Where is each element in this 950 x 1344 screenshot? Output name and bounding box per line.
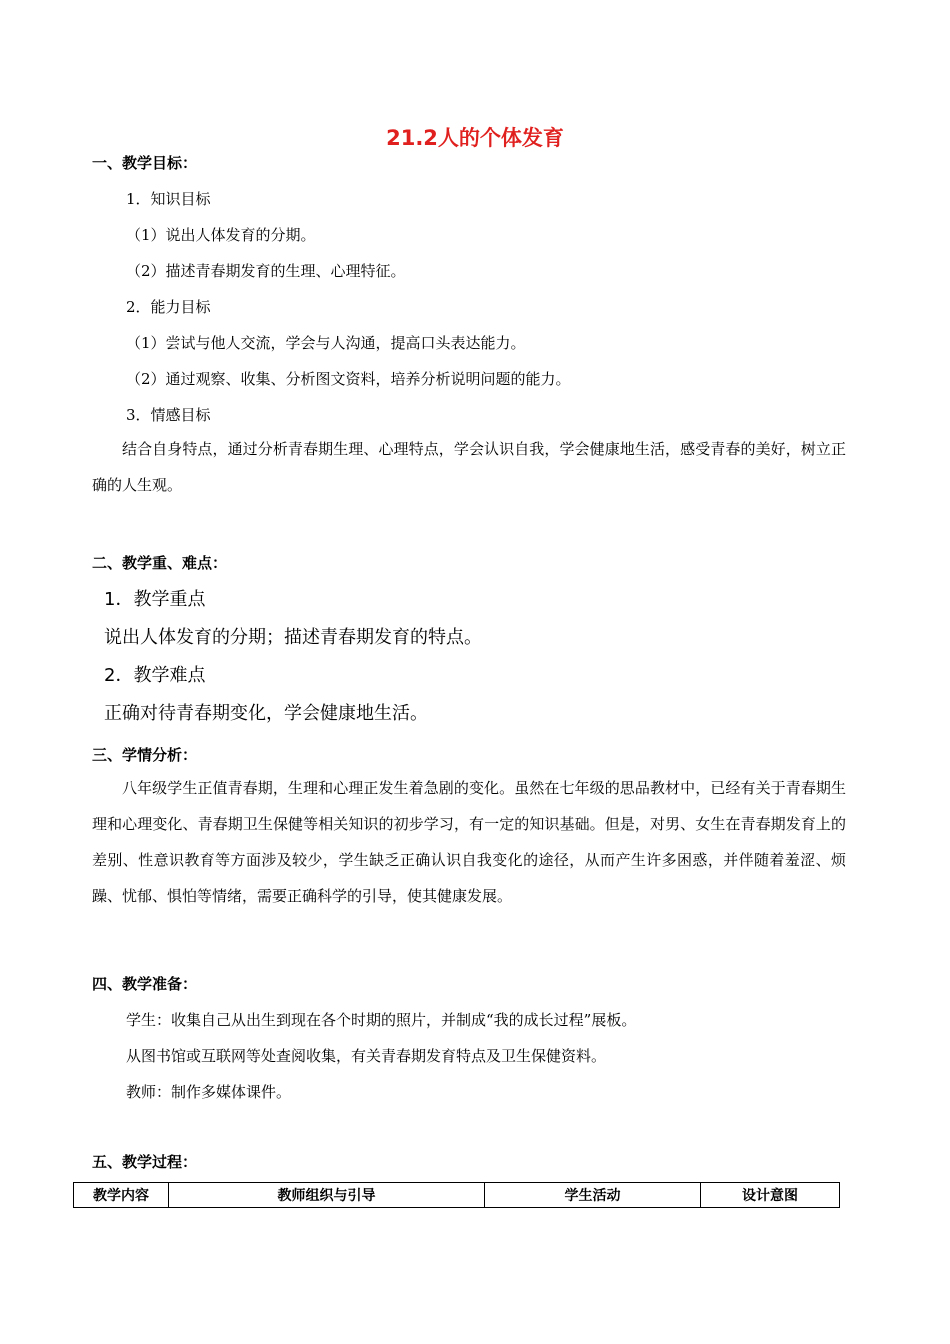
difficult-point-text: 正确对待青春期变化，学会健康地生活。: [104, 703, 428, 724]
knowledge-goal-title: 1．知识目标: [126, 190, 211, 208]
prep-student: 学生：收集自己从出生到现在各个时期的照片，并制成“我的成长过程”展板。: [126, 1011, 637, 1029]
col-header-intent: 设计意图: [701, 1183, 840, 1208]
section-heading-process: 五、教学过程：: [92, 1153, 198, 1171]
ability-goal-title: 2．能力目标: [126, 298, 211, 316]
knowledge-goal-1: （1）说出人体发育的分期。: [126, 226, 316, 244]
ability-goal-1: （1）尝试与他人交流，学会与人沟通，提高口头表达能力。: [126, 334, 526, 352]
col-header-teacher: 教师组织与引导: [169, 1183, 485, 1208]
difficult-point-title: 2．教学难点: [104, 665, 206, 686]
key-point-title: 1．教学重点: [104, 589, 206, 610]
knowledge-goal-2: （2）描述青春期发育的生理、心理特征。: [126, 262, 406, 280]
emotion-goal-title: 3．情感目标: [126, 406, 211, 424]
page-title: 21.2人的个体发育: [386, 126, 564, 150]
emotion-goal-text: 结合自身特点，通过分析青春期生理、心理特点，学会认识自我，学会健康地生活，感受青春的美好，树立正确的人生观。: [92, 440, 846, 494]
section-heading-objectives: 一、教学目标：: [92, 154, 198, 172]
process-table: [73, 1182, 840, 1208]
analysis-text: 八年级学生正值青春期，生理和心理正发生着急剧的变化。虽然在七年级的思品教材中，已经有关于青春期生理和心理变化、青春期卫生保健等相关知识的初步学习，有一定的知识基础。但是，对男、女生在青春期发育上的差别、性意识教育等方面涉及较少，学生缺乏正确认识自我变化的途径，从而产生许多困惑，并伴随着羞涩、烦躁、忧郁、惧怕等情绪，需要正确科学的引导，使其健康发展。: [92, 779, 846, 905]
key-point-text: 说出人体发育的分期；描述青春期发育的特点。: [104, 627, 482, 648]
ability-goal-2: （2）通过观察、收集、分析图文资料，培养分析说明问题的能力。: [126, 370, 571, 388]
prep-library: 从图书馆或互联网等处查阅收集，有关青春期发育特点及卫生保健资料。: [126, 1047, 607, 1065]
prep-teacher: 教师：制作多媒体课件。: [126, 1083, 292, 1101]
col-header-student: 学生活动: [485, 1183, 701, 1208]
section-heading-preparation: 四、教学准备：: [92, 975, 198, 993]
table-header-row: [74, 1183, 840, 1208]
section-heading-key-points: 二、教学重、难点：: [92, 554, 228, 572]
col-header-content: 教学内容: [74, 1183, 169, 1208]
section-heading-analysis: 三、学情分析：: [92, 746, 198, 764]
